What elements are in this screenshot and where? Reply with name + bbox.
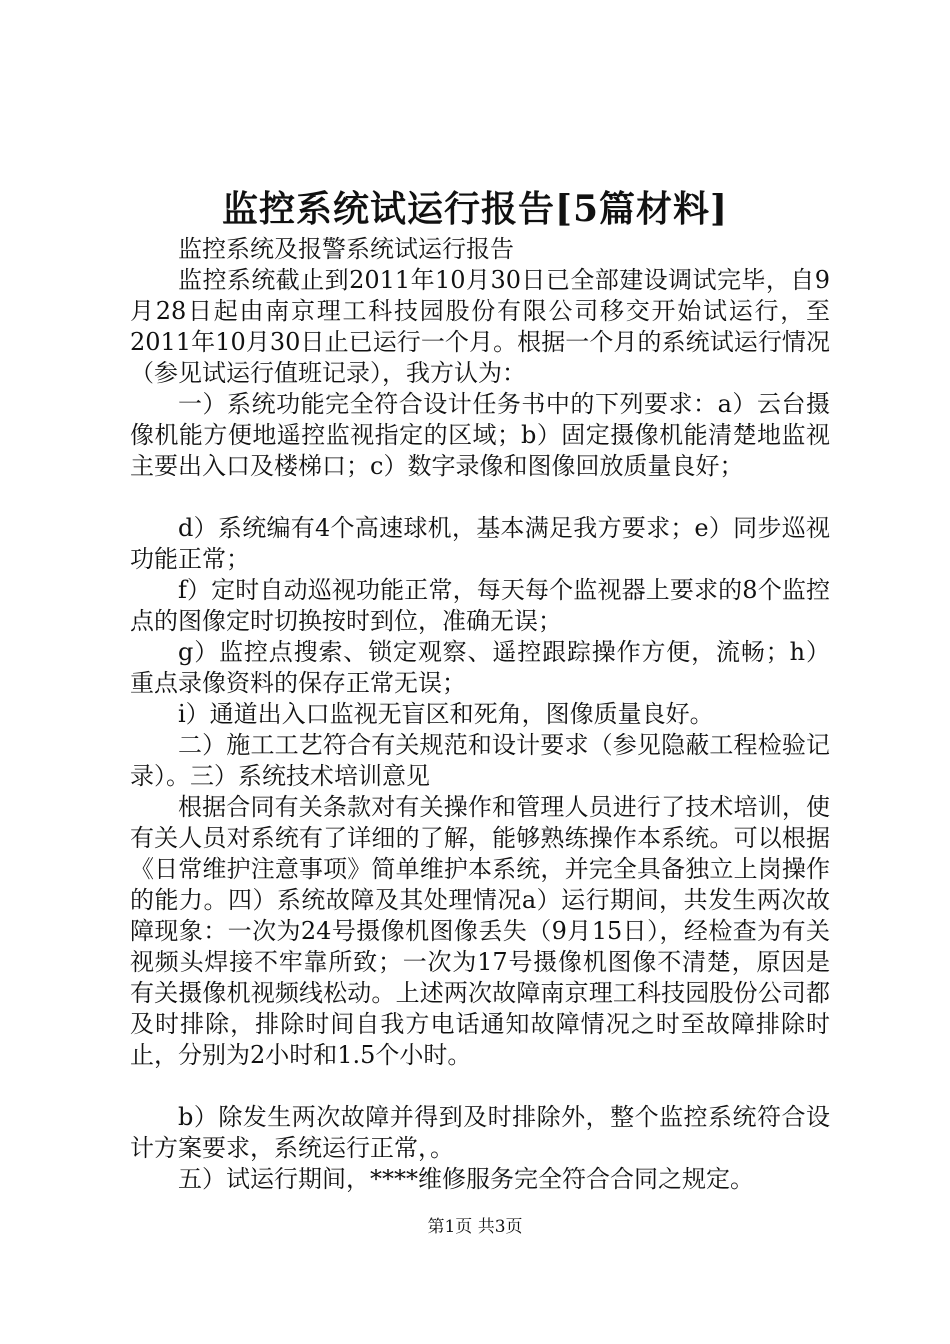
paragraph-item-b: b）除发生两次故障并得到及时排除外，整个监控系统符合设计方案要求，系统运行正常，。: [130, 1103, 830, 1162]
paragraph-subtitle: 监控系统及报警系统试运行报告: [178, 235, 514, 263]
paragraph-section-2: 二）施工工艺符合有关规范和设计要求（参见隐蔽工程检验记录）。三）系统技术培训意见: [130, 731, 830, 790]
paragraph-intro: 监控系统截止到2011年10月30日已全部建设调试完毕，自9月28日起由南京理工科技园股份有限公司移交开始试运行，至2011年10月30日止已运行一个月。根据一个月的系统试运行情况（参见试运行值班记录），我方认为：: [130, 266, 830, 387]
paragraph-section-5: 五）试运行期间，****维修服务完全符合合同之规定。: [178, 1165, 754, 1193]
paragraph-item-f: f）定时自动巡视功能正常，每天每个监视器上要求的8个监控点的图像定时切换按时到位，准确无误；: [130, 576, 830, 635]
paragraph-section-1: 一）系统功能完全符合设计任务书中的下列要求：a）云台摄像机能方便地遥控监视指定的区域；b）固定摄像机能清楚地监视主要出入口及楼梯口；c）数字录像和图像回放质量良好；: [130, 390, 830, 480]
blank-line: [130, 482, 830, 513]
document-body: [130, 234, 830, 1195]
page-number-footer: 第1页 共3页: [427, 1217, 523, 1237]
paragraph-item-d: d）系统编有4个高速球机，基本满足我方要求；e）同步巡视功能正常；: [130, 514, 830, 573]
blank-line: [130, 1071, 830, 1102]
paragraph-training: 根据合同有关条款对有关操作和管理人员进行了技术培训，使有关人员对系统有了详细的了解，能够熟练操作本系统。可以根据《日常维护注意事项》简单维护本系统，并完全具备独立上岗操作的能力。四）系统故障及其处理情况a）运行期间，共发生两次故障现象：一次为24号摄像机图像丢失（9月15日），经检查为有关视频头焊接不牢靠所致；一次为17号摄像机图像不清楚，原因是有关摄像机视频线松动。上述两次故障南京理工科技园股份公司都及时排除，排除时间自我方电话通知故障情况之时至故障排除时止，分别为2小时和1.5个小时。: [130, 793, 830, 1069]
paragraph-item-i: i）通道出入口监视无盲区和死角，图像质量良好。: [178, 700, 714, 728]
document-title: 监控系统试运行报告[5篇材料]: [221, 188, 729, 230]
paragraph-item-g: g）监控点搜索、锁定观察、遥控跟踪操作方便，流畅；h）重点录像资料的保存正常无误；: [130, 638, 830, 697]
